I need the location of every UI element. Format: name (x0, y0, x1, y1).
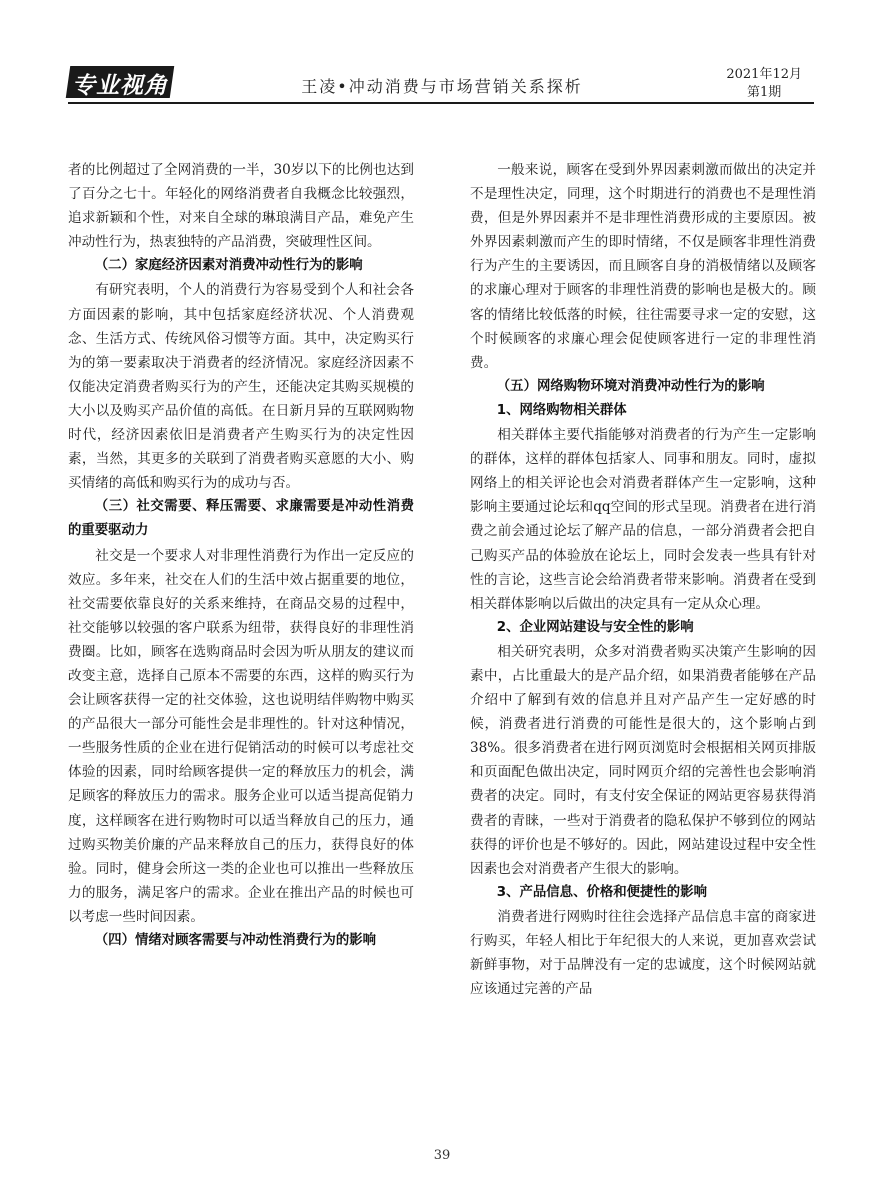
section-heading: 3、产品信息、价格和便捷性的影响 (496, 884, 707, 900)
body-paragraph: 相关研究表明，众多对消费者购买决策产生影响的因素中，占比重最大的是产品介绍，如果消费者能够在产品介绍中了解到有效的信息并且对产品产生一定好感的时候，消费者进行消费的可能性是很大的，这个影响占到 38%。很多消费者在进行网页浏览时会根据相关网页排版和页面配色做出决定，同时网页介绍的完善性也会影响消费者的决定。同时，有支付安全保证的网站更容易获得消费者的青睐，一些对于消费者的隐私保护不够到位的网站获得的评价也是不够好的。因此，网站建设过程中安全性因素也会对消费者产生很大的影响。 (470, 643, 816, 877)
right-column (470, 158, 816, 1001)
section-heading: 2、企业网站建设与安全性的影响 (496, 619, 694, 635)
body-paragraph: 一般来说，顾客在受到外界因素刺激而做出的决定并不是理性决定，同理，这个时期进行的消费也不是理性消费，但是外界因素并不是非理性消费形成的主要原因。被外界因素刺激而产生的即时情绪，不仅是顾客非理性消费行为产生的主要诱因，而且顾客自身的消极情绪以及顾客的求廉心理对于顾客的非理性消费的影响也是极大的。顾客的情绪比较低落的时候，往往需要寻求一定的安慰，这个时候顾客的求廉心理会促使顾客进行一定的非理性消费。 (470, 162, 816, 371)
body-paragraph: 者的比例超过了全网消费的一半，30岁以下的比例也达到了百分之七十。年轻化的网络消费者自我概念比较强烈，追求新颖和个性，对来自全球的琳琅满目产品，难免产生冲动性行为，热衷独特的产品消费，突破理性区间。 (68, 162, 414, 251)
logo-text: 专业视角 (72, 73, 168, 99)
body-paragraph: 有研究表明，个人的消费行为容易受到个人和社会各方面因素的影响，其中包括家庭经济状况、个人消费观念、生活方式、传统风俗习惯等方面。其中，决定购买行为的第一要素取决于消费者的经济情况。家庭经济因素不仅能决定消费者购买行为的产生，还能决定其购买规模的大小以及购买产品价值的高低。在日新月异的互联网购物时代，经济因素依旧是消费者产生购买行为的决定性因素，当然，其更多的关联到了消费者购买意愿的大小、购买情绪的高低和购买行为的成功与否。 (68, 282, 414, 492)
issue-date (726, 66, 802, 102)
page-number: 39 (433, 1148, 451, 1163)
page-header (0, 58, 884, 110)
running-title: 王凌•冲动消费与市场营销关系探析 (301, 77, 583, 96)
left-column (68, 158, 414, 953)
section-heading: （四）情绪对顾客需要与冲动性消费行为的影响 (94, 933, 376, 948)
section-heading: （三）社交需要、释压需要、求廉需要是冲动性消费的重要驱动力 (68, 499, 414, 539)
section-heading: 1、网络购物相关群体 (496, 402, 627, 418)
body-paragraph: 消费者进行网购时往往会选择产品信息丰富的商家进行购买，年轻人相比于年纪很大的人来说，更加喜欢尝试新鲜事物，对于品牌没有一定的忠诚度，这个时候网站就应该通过完善的产品 (470, 908, 816, 998)
body-paragraph: 社交是一个要求人对非理性消费行为作出一定反应的效应。多年来，社交在人们的生活中效占据重要的地位，社交需要依靠良好的关系来维持，在商品交易的过程中，社交能够以较强的客户联系为纽带，获得良好的非理性消费圈。比如，顾客在选购商品时会因为听从朋友的建议而改变主意，选择自己原本不需要的东西，这样的购买行为会让顾客获得一定的社交体验，这也说明结伴购物中购买的产品很大一部分可能性会是非理性的。针对这种情况，一些服务性质的企业在进行促销活动的时候可以考虑社交体验的因素，同时给顾客提供一定的释放压力的机会，满足顾客的释放压力的需求。服务企业可以适当提高促销力度，这样顾客在进行购物时可以适当释放自己的压力，通过购买物美价廉的产品来释放自己的压力，获得良好的体验。同时，健身会所这一类的企业也可以推出一些释放压力的服务，满足客户的需求。企业在推出产品的时候也可以考虑一些时间因素。 (68, 547, 414, 925)
section-heading: （二）家庭经济因素对消费冲动性行为的影响 (94, 258, 363, 274)
section-heading: （五）网络购物环境对消费冲动性行为的影响 (496, 378, 765, 394)
issue-month: 2021年12月 (726, 67, 802, 82)
issue-number: 第1期 (747, 85, 782, 100)
body-paragraph: 相关群体主要代指能够对消费者的行为产生一定影响的群体，这样的群体包括家人、同事和朋友。同时，虚拟网络上的相关评论也会对消费者群体产生一定影响，这种影响主要通过论坛和qq空间的形式呈现。消费者在进行消费之前会通过论坛了解产品的信息，一部分消费者会把自己购买产品的体验放在论坛上，同时会发表一些具有针对性的言论，这些言论会给消费者带来影响。消费者在受到相关群体影响以后做出的决定具有一定从众心理。 (470, 427, 816, 612)
header-rule (68, 102, 814, 104)
